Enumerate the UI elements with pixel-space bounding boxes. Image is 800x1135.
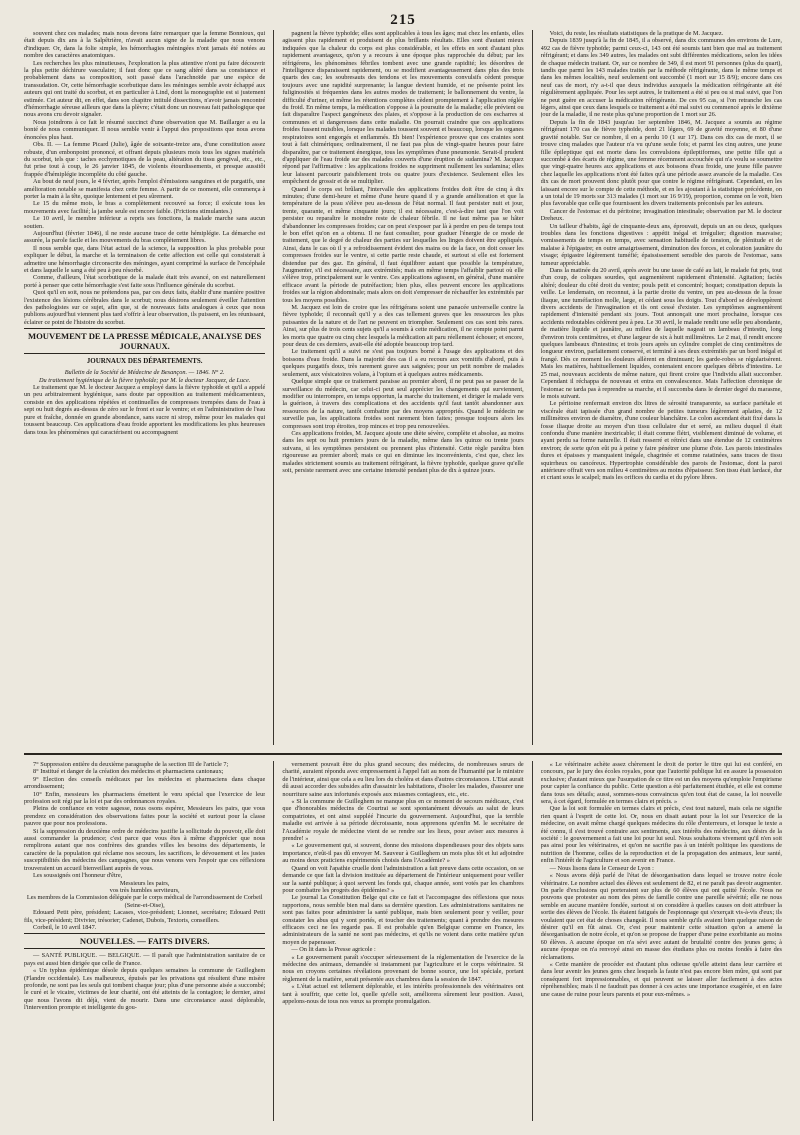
paragraph: 7° Suppression entière du deuxième paragraphe de la section III de l'article 7; xyxy=(33,761,229,768)
paragraph: Un tailleur d'habits, âgé de cinquante-deux ans, éprouvait, depuis un an ou deux, quelques troubles dans les fonctions digestives : appétit inégal et irrégulier; digestion mauvaise; vomissements de temps en temps, avec sensation habituelle de tension, de plénitude et de malaise à l'épigastre; en outre amaigrissement, diminution des forces, et coloration jaunâtre du visage; épigastre légèrement tuméfié; épaississement sensible des parois de l'estomac, sans tumeur appréciable. xyxy=(540,222,782,267)
b2-paras xyxy=(282,761,523,1005)
section-headline: MOUVEMENT DE LA PRESSE MÉDICALE, ANALYSE DES JOURNAUX. xyxy=(24,328,265,354)
col1-paras2 xyxy=(24,384,265,436)
news-headline: NOUVELLES. — FAITS DIVERS. xyxy=(24,933,265,949)
paragraph: — SANTÉ PUBLIQUE. — BELGIQUE. — Il paraît que l'administration sanitaire de ce pays est aussi bien dirigée que celle de France. xyxy=(24,952,266,967)
section-subhead: JOURNAUX DES DÉPARTEMENTS. xyxy=(86,357,203,366)
paragraph: « L'état actuel est tellement déplorable, et les intérêts professionnels des vétérinaires ont tant à souffrir, que cette loi, quelle qu'elle soit, améliorera sûrement leur position. Aussi, appelons-nous de tous nos vœux sa prompte promulgation. xyxy=(282,983,524,1005)
column-rule xyxy=(273,30,274,745)
paragraph: Aujourd'hui (février 1846), il ne reste aucune trace de cette hémiplégie. La démarche est assurée, la parole facile et les mouvements du bras complètement libres. xyxy=(24,229,266,245)
article-title: Du traitement hygiénique de la fièvre typhoïde; par M. le docteur Jacquez, de Luce. xyxy=(38,376,251,384)
paragraph: Le 10 avril, le membre inférieur a repris ses fonctions, la malade marche sans aucun soutien. xyxy=(24,215,266,230)
paragraph: souvent chez ces malades; mais nous devons faire remarquer que la femme Bonnioux, qui était depuis dix ans à la Salpêtrière, n'avait aucun signe de la maladie que nous venons d'indiquer. Or, dans la folie simple, les hémorrhagies méningées n'ont jamais été notées au nombre des caractères anatomiques. xyxy=(24,30,266,60)
paragraph: vernement pouvait être du plus grand secours; des médecins, de nombreuses sœurs de charité, auraient répondu avec empressement à l'appel fait au nom de l'humanité par le ministre de l'intérieur, ainsi que cela a eu lieu lors du choléra et dans d'autres circonstances. L'Etat aurait dû aussi accorder des subsides afin d'assainir les habitations, d'isoler les malades, d'assurer une nourriture saine aux infortunés exposés aux miasmes contagieux, etc., etc. xyxy=(282,761,524,798)
paragraph: 8° Institué et danger de la création des médecins et pharmaciens cantonaux; xyxy=(33,768,224,776)
paragraph: Ces applications froides, M. Jacquez ajoute une diète sévère, complète et absolue, au moins dans les sept ou huit premiers jours de la maladie, même dans les quinze ou trente jours suivans, si les symptômes persistent ou prennent plus d'intensité. Cette règle paraîtra bien rigoureuse au premier abord; mais ce qui en diminue les inconvénients, c'est que, chez les malades strictement soumis au traitement réfrigérant, la fièvre typhoïde, quelque grave qu'elle soit, persiste rarement avec une certaine intensité pendant plus de dix à quinze jours. xyxy=(282,429,524,474)
paragraph: Cancer de l'estomac et du péritoine; invagination intestinale; observation par M. le docteur Dreheux. xyxy=(540,207,782,223)
paragraph: Les soussignés ont l'honneur d'être, xyxy=(33,872,123,880)
paragraph: Le journal La Constitution Belge qui cite ce fait et l'accompagne des réflexions que nous rapportons, nous semble bien mal dans sa dernière question. Les administrations sanitaires ne sont pas faites pour administrer la santé publique, mais bien seulement pour y veiller, pour constater les abus qui y sont portés, et toucher des traitements; quant à prendre des mesures efficaces ceci ne les regarde pas. Il est probable qu'en Belgique comme en France, les administrateurs de la santé ne sont pas médecins, et qu'ils ne voient dans cette matière qu'un moyen de paperasser. xyxy=(282,894,524,946)
paragraph: 10° Enfin, messieurs les pharmaciens émettent le vœu spécial que l'exercice de leur profession soit régi par la loi et par des ordonnances royales. xyxy=(24,790,266,806)
paragraph: Quand on voit l'apathie cruelle dont l'administration a fait preuve dans cette occasion, on se demande ce que fait la division instituée au département de l'intérieur uniquement pour veiller sur la santé publique; à quoi servent les fonds qui, chaque année, sont votés par les chambres pour combattre les progrès des épidémies? » xyxy=(282,864,524,894)
bottom-column-1 xyxy=(24,761,265,1121)
b1-paras xyxy=(24,761,265,880)
paragraph: Obs. II. — La femme Picard (Julie), âgée de soixante-treize ans, d'une constitution assez robuste, d'un embonpoint prononcé, et offrant depuis plusieurs mois tous les signes matériels du scorbut, tels que : taches ecchymotiques de la peau, altération du tissu gengival, etc., etc., fut prise tout à coup, le 26 janvier 1845, de violents étourdissements, et presque aussitôt frappée d'hémiplégie incomplète du côté gauche. xyxy=(24,141,266,178)
column-rule xyxy=(273,761,274,1121)
paragraph: Si la suppression du deuxième ordre de médecins justifie la sollicitude du pouvoir, elle doit aussi commander la prudence; c'est parce que vous êtes à même d'apprécier que nous remplirons autant que nos confrères des grandes villes les besoins des départements, le caractère de la population qui réclame nos secours, les sacrifices, le dévouement et les justes susceptibilités des médecins des campagnes, que nous venons vers l'espoir que ces réflexions trouveraient un accueil bienveillant auprès de vous. xyxy=(24,827,266,872)
paragraph: Le péritoine renfermait environ dix litres de sérosité transparente, sa surface pariétale et viscérale était tapissée d'un grand nombre de petites tumeurs légèrement aplaties, de 12 millimètres environ de diamètre, d'une couleur blanchâtre. Le colon ascendant était fixé dans la fosse iliaque droite au moyen d'un tissu cellulaire dur et serré, au milieu duquel il était confondu d'une manière inextricable; il était comme flétri, visiblement diminué de volume, et ayant perdu sa forme naturelle. Il était resserré et rétréci dans une étendue de 12 centimètres environ; de sorte qu'on eût pu à peine y faire pénétrer une plume d'oie. Les parois intestinales dures et épaisses y manquaient inégale, chagrinée et comme ratatinées, sans traces de tissu squirrheux ou cancéreux. Hypertrophie considérable des parois de l'estomac, dont la paroi antérieure offrait vers son milieu 4 centimètres au moins d'épaisseur. Son tissu était lardacé, dur et criant sous le scalpel; mais les orifices du cardia et du pylore libres. xyxy=(540,400,782,482)
paragraph: Depuis 1839 jusqu'à la fin de 1845, il a observé, dans dix communes des environs de Lure, 492 cas de fièvre typhoïde; parmi ceux-ci, 143 ont été soumis tant bien que mal au traitement réfrigérant; et dans les 349 autres, les malades ont subi différentes médications, selon les idées de chaque médecin traitant. Or, sur ce nombre de 349, il est mort 91 personnes (plus du quart), tandis que parmi les 143 malades traités par la méthode réfrigérante, dans le même temps et dans les mêmes localités, neuf seulement ont succombé (1 mort sur 15 8/9); encore dans ces neuf cas de mort, n'y a-t-il que deux individus auxquels la médication réfrigérante ait été régulièrement appliquée. Pour les sept autres, le traitement a été si peu ou si mal suivi, que l'on ne peut guère en accuser la médication réfrigérante. De ces 95 cas, si l'on retranche les cas légers, ainsi que ceux dans lesquels ce traitement a été mal suivi ou commencé après le dixième jour de la maladie, il ne reste plus qu'une proportion de 1 mort sur 26. xyxy=(540,37,782,119)
bottom-section xyxy=(24,761,782,1121)
paragraph: Quelque simple que ce traitement paraisse au premier abord, il ne peut pas se passer de la surveillance du médecin, car celui-ci peut seul apprécier les changements qui surviennent, modifier ou interrompre, en temps opportun, la marche du traitement, et diriger le malade vers la guérison, à travers des complications et des accidents qu'il faut tantôt abandonner aux ressources de la nature, tantôt combattre par des moyens appropriés. Quand le médecin ne surveille pas, les applications froides sont rarement bien faites; presque toujours alors les compresses sont trop étroites, trop minces et trop peu renouvelées. xyxy=(282,378,524,430)
closing-2: vos très humbles serviteurs, xyxy=(109,886,180,894)
top-column-1 xyxy=(24,30,265,745)
paragraph: Le traitement que M. le docteur Jacquez a employé dans la fièvre typhoïde et qu'il a appelé un peu arbitrairement hygiénique, sans doute par opposition au traitement médicamenteux, consiste en des applications répétées et continuelles de compresses trempées dans de l'eau à sept ou huit degrés au-dessus de zéro sur le front et sur le ventre; et en l'administration de l'eau pure et fraîche, donnée en grande abondance, sans sucre ni sirop, même pour les malades qui toussent beaucoup. Ces applications d'eau froide apportent les modifications les plus heureuses dans tous les phénomènes qui caractérisent ou accompagnent xyxy=(24,384,266,436)
col1-paras xyxy=(24,30,265,326)
bottom-column-3 xyxy=(541,761,782,1121)
top-column-3 xyxy=(541,30,782,745)
col3-paras xyxy=(541,30,782,482)
paragraph: Le traitement qu'il a suivi ne s'est pas toujours borné à l'usage des applications et des boissons d'eau froide. Dans la majorité des cas il a eu recours aux vomitifs d'abord, puis à quelques purgatifs doux, très rarement grave aux saignées; pour un petit nombre de malades seulement, aux vésicatoires volans, à l'opium et à quelques autres médicaments. xyxy=(282,348,524,378)
paragraph: Depuis la fin de 1843 jusqu'au 1er septembre 1846, M. Jacquez a soumis au régime réfrigérant 170 cas de fièvre typhoïde, dont 21 légers, 69 de gravité moyenne, et 80 d'une gravité notable. Sur ce nombre, il en a perdu 10 (1 sur 17). Dans ces dix cas de mort, il se trouve cinq malades que l'auteur n'a vu qu'une seule fois; et parmi les cinq autres, une jeune fille épileptique qui est morte dans les convulsions épileptiformes, une petite fille qui a succombé à des écarts de régime, une femme récemment accouchée qui n'a voulu se soumettre que vingt-quatre heures aux applications et aux boissons d'eau froide, une jeune fille pauvre chez laquelle les applications n'ont été faites qu'à une période assez avancée de la maladie. Ces dix cas de mort prouvent donc plutôt pour que contre le régime réfrigérant. Cependant, en les laissant encore sur le compte de cette méthode, et en les ajoutant à la statistique précédente, on a un total de 19 morts sur 313 malades (1 mort sur 16 9/19), proportion, comme on le voit, bien plus favorable que celle que fournissent les divers traitements préconisés par les auteurs. xyxy=(540,118,782,208)
column-rule xyxy=(532,761,533,1121)
place-date: Corbeil, le 10 avril 1847. xyxy=(33,923,97,931)
paragraph: Quoi qu'il en soit, nous ne prétendons pas, par ces deux faits, établir d'une manière positive l'existence des lésions cérébrales dans le scorbut; nous désirons seulement éveiller l'attention des pathologistes sur ce sujet, afin que, si de nouveaux faits analogues à ceux que nous publions aujourd'hui viennent plus tard s'offrir à leur observation, ils puissent, en les réunissant, éclairer ce point de l'histoire du scorbut. xyxy=(24,289,266,326)
paragraph: Quand le corps est brûlant, l'intervalle des applications froides doit être de cinq à dix minutes; d'une demi-heure et même d'une heure quand il y a grande amélioration et que la température de la peau s'élève peu au-dessus de l'état normal. Il faut persister nuit et jour, trente, quarante, et même cinquante jours; il est nécessaire, c'est-à-dire tant que l'on voit persister ou reparaître le moindre reste de chaleur fébrile. Il ne faut même pas se hâter d'abandonner les compresses froides; car on peut s'exposer par là à perdre en peu de temps tout le bon effet qu'on en a obtenu. Il ne faut consulter, pour graduer l'énergie de ce mode de traitement, que le degré de chaleur des parties sur lesquelles les linges doivent être appliqués. Ainsi, dans le cas où il y a refroidissement évident des mains ou de la face, on doit cesser les compresses froides sur le ventre, si cette partie reste chaude, et surtout si elle est fortement distendue par des gaz. En général, il faut équilibrer autant que possible la température, l'augmenter, s'il est nécessaire, aux extrémités; mais en même temps l'affaiblir partout où elle s'élève trop, principalement sur le ventre. Ces applications agissent, en général, d'une manière efficace avant la période de putréfaction; bien plus, elles peuvent encore les applications froides sur la région abdominale; mais alors on doit s'empresser de réchauffer les extrémités par tous les moyens possibles. xyxy=(282,185,524,304)
section-rule xyxy=(24,753,782,755)
paragraph: 9° Election des conseils médicaux par les médecins et pharmaciens dans chaque arrondissement; xyxy=(24,775,266,791)
paragraph: « Un typhus épidémique désole depuis quelques semaines la commune de Guilleghem (Flandre occidentale). Les malheureux, épuisés par les privations qui résultent d'une misère profonde, ne sont pas les seuls qui tombent chaque jour; plus d'une personne aisée a succombé; le curé et le vicaire, victimes de leur charité, ont été atteints de la contagion; le dernier, ainsi que nous l'avons dit déjà, vient de mourir. Dans une circonstance aussi déplorable, l'intervention prompte et intelligente du gou- xyxy=(24,967,266,1012)
paragraph: « Si la commune de Guilleghem ne manque plus en ce moment de secours médicaux, c'est que d'honorables médecins de Courtrai se sont spontanément dévoués au salut de leurs compatriotes, et ont ainsi suppléé l'incurie du gouvernement. Aujourd'hui, que la terrible maladie est arrivée à sa période décroissante, nous apprenons qu'enfin M. le secrétaire de l'Académie royale de médecine vient de se rendre sur les lieux, pour aviser aux mesures à prendre! » xyxy=(282,798,524,843)
b3-paras xyxy=(541,761,782,998)
top-column-2 xyxy=(282,30,523,745)
paragraph: Nous joindrons à ce fait le résumé succinct d'une observation que M. Baillarger a eu la bonté de nous communiquer. Il nous semble venir à l'appui des propositions que nous avons énoncées plus haut. xyxy=(24,118,266,141)
closing: Messieurs les pairs, xyxy=(119,879,170,887)
source-line: Bulletin de la Société de Médecine de Besançon. — 1846. N° 2. xyxy=(64,369,225,377)
paragraph: « Le vétérinaire achète assez chèrement le droit de porter le titre qui lui est conféré, en concours, par le jury des écoles royales, pour que l'autorité publique lui en assure la possession exclusive; d'autant mieux que l'usurpation de ce titre est un des moyens qu'emploie l'empirisme pour capter la confiance du public. Cette question a été parfaitement étudiée, et elle est comme dans tous ses détails; aussi, sommes-nous convaincus qu'en tout état de cause, la loi nouvelle sera, à cet égard, formulée en termes clairs et précis. » xyxy=(540,761,782,806)
paragraph: — Nous lisons dans le Censeur de Lyon : xyxy=(549,864,654,872)
paragraph: Il nous semble que, dans l'état actuel de la science, la supposition la plus probable pour expliquer le début, la marche et la terminaison de cette affection est celle qui consisterait à admettre une hémorrhagie circonscrite des méninges, ayant comprimé la surface de l'encéphale et dans laquelle le sang a été peu à peu résorbé. xyxy=(24,244,266,274)
paragraph: Que la loi soit formulée en termes clairs et précis, c'est tout naturel, mais cela ne signifie rien quant à l'esprit de cette loi. Or, nous en disait autant pour la loi sur l'exercice de la médecine, on avait même chargé quelques médecins du rôle d'enterreurs, et lorsque le texte a été connu, il s'est trouvé contraire aux sentiments, aux intérêts des médecins, aux désirs de la société : le gouvernement a fait une loi pour lui seul. Nous souhaitons vivement qu'il n'en soit pas ainsi pour les vétérinaires, et qu'on ne sacrifie pas à un intérêt politique les questions de nutrition de l'homme, celles de la reproduction et de la propagation des animaux, leur santé, enfin l'intérêt de l'agriculture et son avenir en France. xyxy=(540,805,782,865)
top-section xyxy=(24,30,782,745)
signatories: Les membres de la Commission déléguée par le corps médical de l'arrondissement de Corbeil (Seine-et-Oise), xyxy=(26,894,263,909)
column-rule xyxy=(532,30,533,745)
paragraph: Pleins de confiance en votre sagesse, nous osons espérer, Messieurs les pairs, que vous prendrez en considération des observations faites pour la société et surtout pour la classe pauvre que pour nos professions. xyxy=(24,805,266,828)
paragraph: Comme, d'ailleurs, l'état scorbutique de la malade était très avancé, on est naturellement porté à penser que cette hémorrhagie s'est faite sous l'influence générale du scorbut. xyxy=(24,274,266,289)
signatory-names: Edouard Petit père, président; Lacases, vice-président; Lionnet, secrétaire; Edouard Petit fils, vice-président; Divivier, trésorier; Cadenet, Dubois, Textoris, conseillers. xyxy=(24,909,266,924)
paragraph: — On lit dans la Presse agricole : xyxy=(291,946,376,954)
paragraph: « Cette manière de procéder est d'autant plus odieuse qu'elle atteint dans leur carrière et dans leur avenir les jeunes gens chez lesquels la faute n'est pas encore bien mûre, qui sont par conséquent fort impressionnables, et qui peuvent se laisser aller facilement à des actes répréhensibles; mais il ne faudrait pas donner à ces actes une importance exagérée, et en faire une cause de ruine pour leurs parents et pour eux-mêmes. » xyxy=(540,960,782,998)
paragraph: « Le gouvernement qui, si souvent, donne des missions dispendieuses pour des objets sans importance, n'eût-il pas dû envoyer M. Sauveur à Guilleghem un mois plus tôt et lui adjoindre au moins deux praticiens expérimentés choisis dans l'Académie? » xyxy=(282,842,524,865)
paragraph: M. Jacquez est loin de croire que les réfrigérans soient une panacée universelle contre la fièvre typhoïde; il reconnaît qu'il y a des cas tellement graves que les ressources les plus puissantes de la nature et de l'art ne peuvent en triompher. Seulement ces cas sont très rares. Ainsi, sur plus de trois cents sujets qu'il a soumis à cette médication, il ne compte point parmi les morts que quatre ou cinq chez lesquels la médication ait paru réellement échouer; et encore, pour deux de ces derniers, avait-elle été adoptée beaucoup trop tard. xyxy=(282,304,524,349)
paragraph: pagnent la fièvre typhoïde; elles sont applicables à tous les âges; mai chez les enfants, elles agissent plus rapidement et produisent de plus brillants résultats. Elles sont d'autant mieux indiquées que la chaleur du corps est plus considérable, et les effets en sont d'autant plus rapidement avantageux, qu'on y a recours à une époque plus rapprochée du début; par les réfrigérens, les phénomènes fébriles tombent avec une grande rapidité; les désordres de l'intelligence disparaissent rapidement, ou se modifient avantageusement dans plus des trois quarts des cas; les soubresauts des tendons et les mouvements convulsifs cèdent presque toujours avec une rapidité surprenante; la langue devient humide, et ne présente point les fuliginosités si fréquentes dans les autres modes de traitement; le ballonnement du ventre, la difficulté d'uriner, et même les rétentions complètes cèdent promptement à l'application réglée du froid. En même temps, la médication s'oppose à la poursuite de la maladie; elle prévient ou fait disparaître l'aspect gangréneux des plaies, et s'oppose à la production de ces escharres si communes et si dangereuses dans cette maladie. On pourrait craindre que ces applications froides fussent nuisibles, lorsque les malades toussent souvent et beaucoup, lorsque les organes respiratoires sont engorgés et enflammés. Eh bien! l'expérience prouve que ces craintes sont tout à fait chimériques; ordinairement, il ne faut pas plus de vingt-quatre heures pour faire disparaître, par ce traitement énergique, tous les symptômes d'une pneumonie. Serait-il prudent d'appliquer de l'eau froide sur des malades couverts d'une éruption de sudamina? M. Jacquez répond par l'affirmative : les applications froides ne suppriment nullement les sudamina; elles leur laissent parcourir paisiblement trois ou quatre jours d'existence. Seulement elles les empêchent de grossir et de se multiplier. xyxy=(282,30,524,186)
paragraph: « Le gouvernement paraît s'occuper sérieusement de la réglementation de l'exercice de la médecine des animaux, demandée si instamment par l'agriculture et le corps vétérinaire. Si nous en croyons certaines révélations provenant de bonne source, une loi spéciale, portant règlement de la matière, serait présentée aux chambres dans la session de 1847. xyxy=(282,953,524,983)
paragraph: « Nous avons déjà parlé de l'état de désorganisation dans lequel se trouve notre école vétérinaire. Le nombre actuel des élèves est seulement de 82, et ne paraît pas devoir augmenter. On parle d'exclusions qui porteraient sur plus de 60 élèves qui ont quitté l'école. Nous ne pouvons que protester au nom des pères de famille contre une pareille sévérité; elle ne nous semble en aucune manière fondée, surtout si on considère à quelles causes on doit attribuer la sortie des élèves de l'école. Ils étaient fatigués de l'espionnage qui s'exerçait vis-à-vis d'eux; ils voulaient que cet état de choses changeât. Il nous semble qu'ils avaient bien quelque raison de désirer qu'il en fût ainsi. Or, c'est pour maintenir cette situation qu'on a amené la désorganisation de notre école, et qu'on se propose de frapper d'une peine exorbitante au moins 60 élèves. A aucune époque on n'a sévi avec autant de brutalité contre des jeunes gens; à aucune époque on n'a renvoyé ainsi en masse des étudians plus ou moins fondés à faire des réclamations. xyxy=(540,872,782,961)
b1-news-paras xyxy=(24,952,265,1011)
bottom-column-2 xyxy=(282,761,523,1121)
col2-paras xyxy=(282,30,523,474)
paragraph: Voici, du reste, les résultats statistiques de la pratique de M. Jacquez. xyxy=(549,30,724,37)
paragraph: Au bout de neuf jours, le 4 février, après l'emploi d'émissions sanguines et de purgatifs, une amélioration notable se manifesta chez cette femme. A partir de ce moment, elle commença à porter la main à la tête, quoique lentement et peu sûrement. xyxy=(24,178,266,200)
paragraph: Le 15 du même mois, le bras a complètement recouvré sa force; il exécute tous les mouvements avec facilité; la jambe seule est encore faible. (Frictions stimulantes.) xyxy=(24,200,266,215)
paragraph: Les recherches les plus minutieuses, l'exploration la plus attentive n'ont pu faire découvrir la plus petite déchirure vasculaire; il faut donc que ce sang altéré dans sa consistance et probablement dans sa composition, soit passé dans l'arachnoïde par une espèce de transsudation. Or, cette hémorrhagie scorbutique dans les méninges semble avoir échappé aux auteurs qui ont traité du scorbut, et en particulier à Lind, dont la monographie est si justement estimée. Cet auteur dit, en effet, dans son chapitre intitulé dissections, n'avoir jamais rencontré d'hémorrhagie séreuse ailleurs que dans la plèvre; c'était donc un nouveau fait pathologique que nous avons cru devoir signaler. xyxy=(24,59,266,119)
page-number: 215 xyxy=(390,12,416,28)
paragraph: Dans la matinée du 20 avril, après avoir bu une tasse de café au lait, le malade fut pris, tout d'un coup, de coliques sourdes, qui augmentèrent rapidement d'intensité. Agitation; faciès altéré; douleur du côté droit du ventre; pouls petit et concentré; hoquet; constipation depuis la veille. Le lendemain, on reconnut, à la partie droite du ventre, un peu au-dessus de la fosse iliaque, une tuméfaction molle, large, et cédant sous les doigts. Tout d'abord se développèrent divers accidents de l'invagination et ils ont cessé d'exister. Les symptômes augmentèrent rapidement d'intensité pendant six jours. Tout annonçait une mort prochaine, lorsque ces accidents redoutables cédèrent peu à peu. Le 30 avril, le malade rendit une selle peu abondante, de matière liquide et jaunâtre, au milieu de laquelle nageait un lambeau d'intestin, long d'environ trois centimètres, et d'une largeur de six à huit millimètres. Le 2 mai, il rendit encore quelques lambeaux d'intestins; et trois jours après un cylindre complet de cinq centimètres de longueur environ, parfaitement conservé, et terminé à ses deux extrémités par un bord inégal et frangé. Dès ce moment les douleurs allèrent en diminuant; les garde-robes se régularisèrent. Mais les matières, habituellement liquides, contenaient encore quelques débris d'intestins. Le 25 mai, nouveaux accidents de même nature, qui firent croire que l'individu allait succomber. Cependant il réchappa de nouveau et entra en convalescence. Mais l'affection chronique de l'estomac ne tarda pas à reprendre sa marche, et il succomba dans le dernier degré du marasme, le mois suivant. xyxy=(540,267,782,400)
